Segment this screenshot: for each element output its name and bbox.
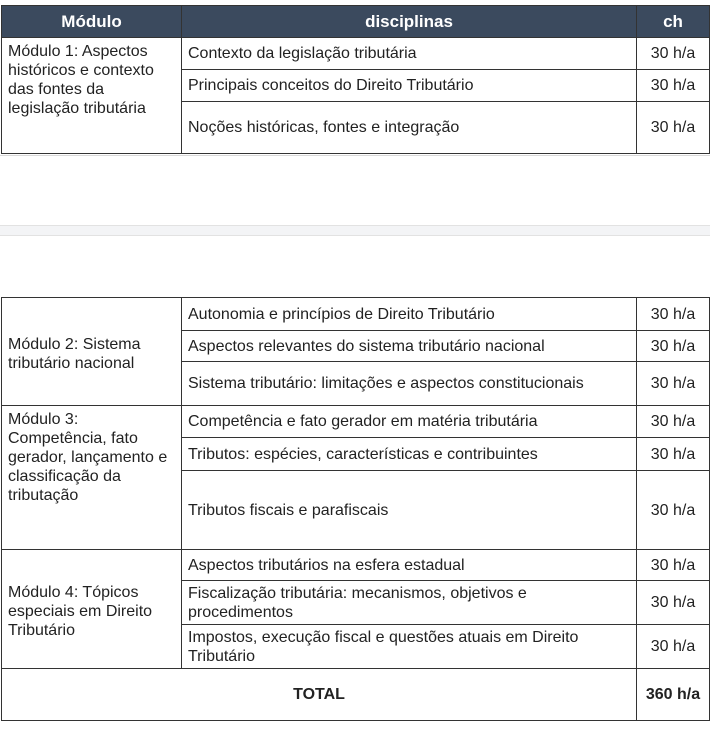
total-row: [2, 669, 710, 721]
discipline-ch: 30 h/a: [637, 581, 710, 625]
discipline-ch: 30 h/a: [637, 331, 710, 362]
discipline-name: Impostos, execução fiscal e questões atuais em Direito Tributário: [182, 625, 637, 669]
discipline-ch: 30 h/a: [637, 471, 710, 550]
page-break-shade: [0, 226, 710, 235]
header-modulo: Módulo: [2, 6, 182, 38]
discipline-name: Tributos fiscais e parafiscais: [182, 471, 637, 550]
discipline-name: Contexto da legislação tributária: [182, 38, 637, 70]
page-break-line: [0, 225, 710, 226]
curriculum-table-part2: [1, 297, 710, 721]
discipline-name: Aspectos relevantes do sistema tributário nacional: [182, 331, 637, 362]
page-break-line: [0, 235, 710, 236]
table-row: [2, 38, 710, 70]
total-ch: 360 h/a: [637, 669, 710, 721]
discipline-name: Tributos: espécies, características e contribuintes: [182, 438, 637, 471]
discipline-ch: 30 h/a: [637, 625, 710, 669]
discipline-name: Principais conceitos do Direito Tributário: [182, 70, 637, 102]
discipline-name: Noções históricas, fontes e integração: [182, 102, 637, 154]
table-row: [2, 550, 710, 581]
module-3-label: Módulo 3: Competência, fato gerador, lançamento e classificação da tributação: [2, 406, 182, 550]
curriculum-table-part1: [1, 5, 710, 154]
page-break-line: [0, 155, 710, 156]
discipline-name: Fiscalização tributária: mecanismos, objetivos e procedimentos: [182, 581, 637, 625]
page-break-gap: [0, 154, 710, 236]
module-1-label: Módulo 1: Aspectos históricos e contexto das fontes da legislação tributária: [2, 38, 182, 154]
table-header-row: [2, 6, 710, 38]
discipline-ch: 30 h/a: [637, 406, 710, 438]
discipline-ch: 30 h/a: [637, 70, 710, 102]
table-row: [2, 406, 710, 438]
header-disciplinas: disciplinas: [182, 6, 637, 38]
discipline-name: Aspectos tributários na esfera estadual: [182, 550, 637, 581]
module-4-label: Módulo 4: Tópicos especiais em Direito Tributário: [2, 550, 182, 669]
table-row: [2, 298, 710, 331]
module-2-label: Módulo 2: Sistema tributário nacional: [2, 298, 182, 406]
discipline-ch: 30 h/a: [637, 438, 710, 471]
discipline-ch: 30 h/a: [637, 38, 710, 70]
discipline-ch: 30 h/a: [637, 102, 710, 154]
discipline-name: Competência e fato gerador em matéria tributária: [182, 406, 637, 438]
discipline-ch: 30 h/a: [637, 362, 710, 406]
discipline-ch: 30 h/a: [637, 298, 710, 331]
discipline-ch: 30 h/a: [637, 550, 710, 581]
discipline-name: Autonomia e princípios de Direito Tributário: [182, 298, 637, 331]
header-ch: ch: [637, 6, 710, 38]
total-label: TOTAL: [2, 669, 637, 721]
discipline-name: Sistema tributário: limitações e aspectos constitucionais: [182, 362, 637, 406]
